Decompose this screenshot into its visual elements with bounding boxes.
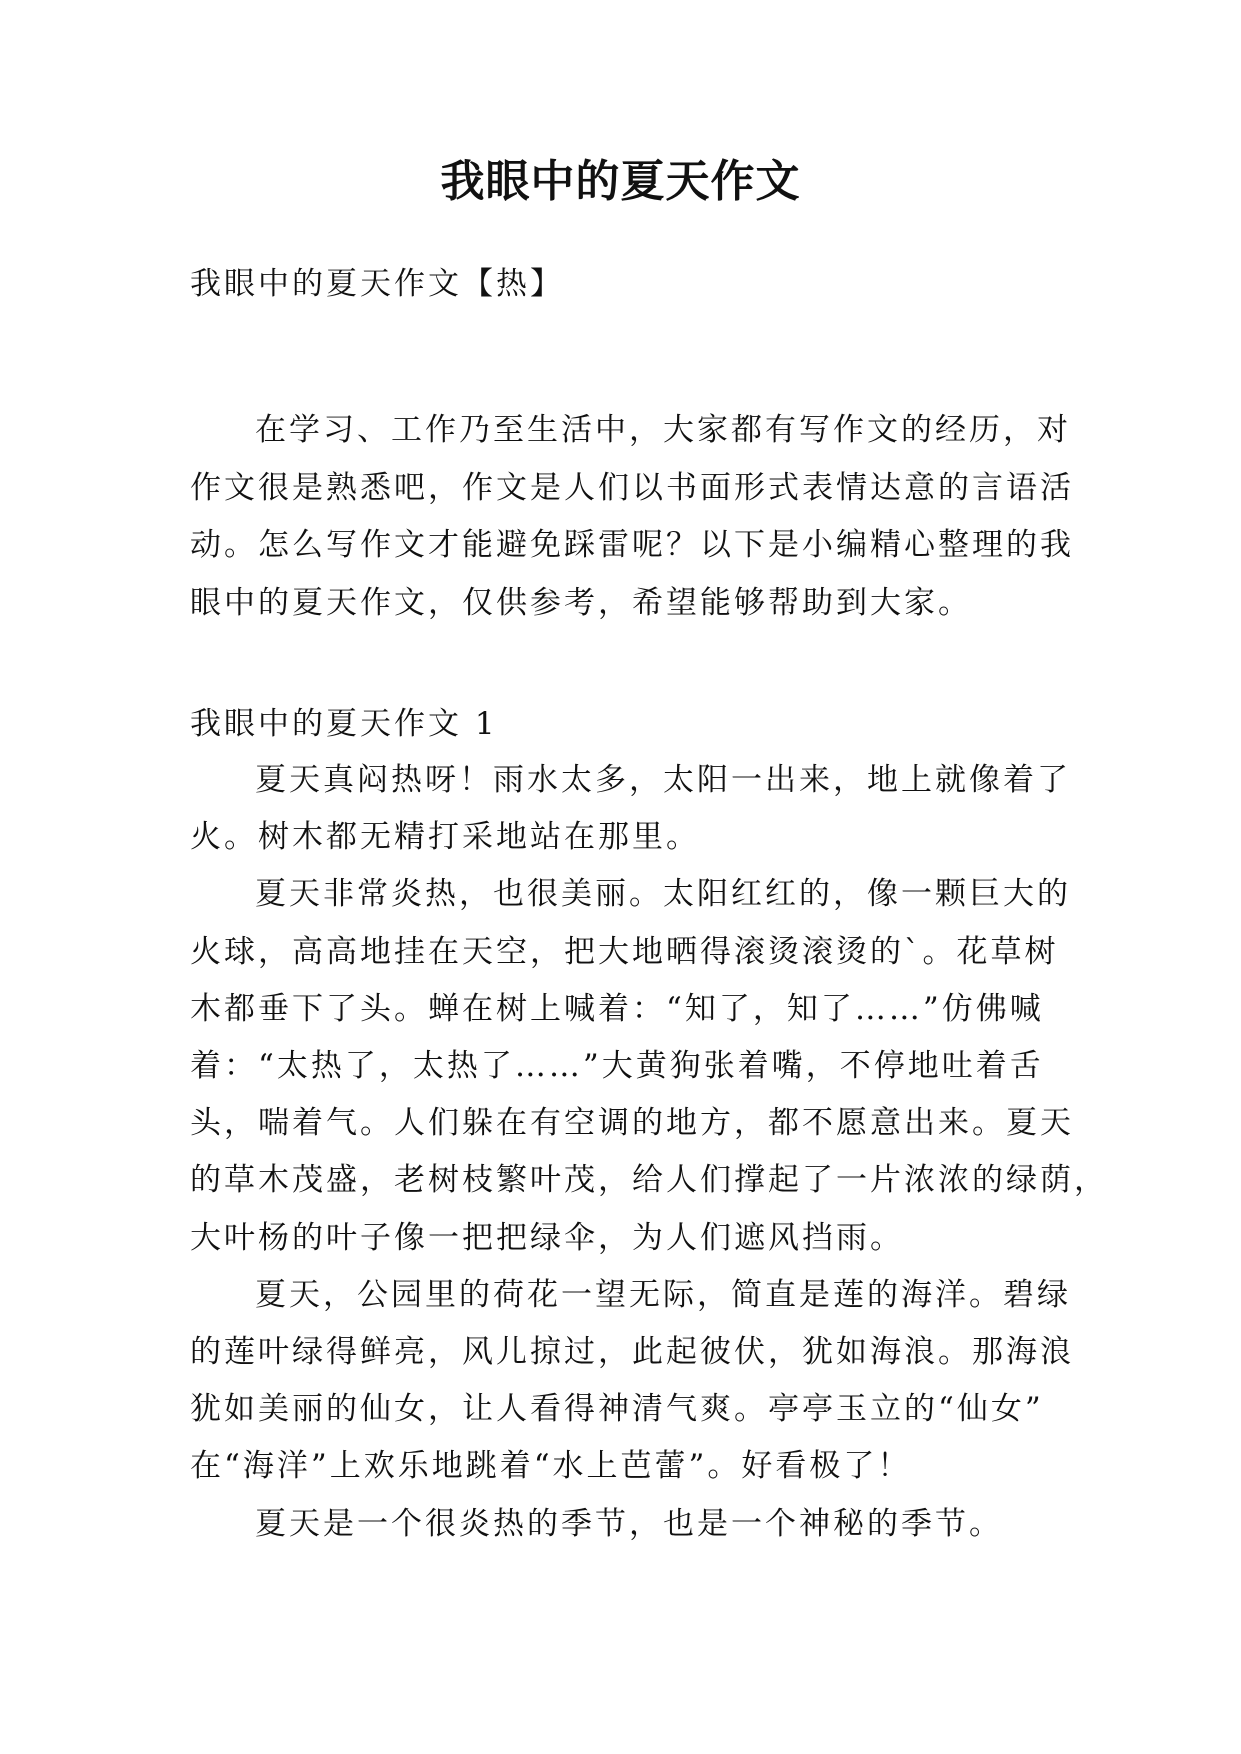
body-line: 的莲叶绿得鲜亮，风儿掠过，此起彼伏，犹如海浪。那海浪 [190, 1334, 1074, 1370]
document-title: 我眼中的夏天作文 [440, 156, 801, 207]
body-line: 犹如美丽的仙女，让人看得神清气爽。亭亭玉立的“仙女” [190, 1391, 1044, 1427]
body-line: 夏天非常炎热，也很美丽。太阳红红的，像一颗巨大的 [255, 876, 1071, 912]
body-line: 着：“太热了，太热了……”大黄狗张着嘴，不停地吐着舌 [190, 1048, 1044, 1084]
body-line: 夏天，公园里的荷花一望无际，简直是莲的海洋。碧绿 [255, 1277, 1071, 1313]
body-line: 火球，高高地挂在天空，把大地晒得滚烫滚烫的`。花草树 [190, 934, 1059, 970]
body-line: 火。树木都无精打采地站在那里。 [190, 819, 700, 855]
body-line: 的草木茂盛，老树枝繁叶茂，给人们撑起了一片浓浓的绿荫， [190, 1162, 1108, 1198]
body-line: 夏天是一个很炎热的季节，也是一个神秘的季节。 [255, 1506, 1003, 1542]
document-subtitle: 我眼中的夏天作文【热】 [190, 266, 564, 302]
intro-line: 眼中的夏天作文，仅供参考，希望能够帮助到大家。 [190, 585, 972, 621]
body-line: 在“海洋”上欢乐地跳着“水上芭蕾”。好看极了！ [190, 1448, 912, 1484]
intro-line: 作文很是熟悉吧，作文是人们以书面形式表情达意的言语活 [190, 470, 1074, 506]
body-line: 头，喘着气。人们躲在有空调的地方，都不愿意出来。夏天 [190, 1105, 1074, 1141]
body-line: 大叶杨的叶子像一把把绿伞，为人们遮风挡雨。 [190, 1220, 904, 1256]
intro-line: 在学习、工作乃至生活中，大家都有写作文的经历，对 [255, 412, 1071, 448]
body-line: 夏天真闷热呀！雨水太多，太阳一出来，地上就像着了 [255, 762, 1071, 798]
body-line: 木都垂下了头。蝉在树上喊着：“知了，知了……”仿佛喊 [190, 991, 1044, 1027]
section-heading: 我眼中的夏天作文 1 [190, 706, 498, 742]
intro-line: 动。怎么写作文才能避免踩雷呢？以下是小编精心整理的我 [190, 527, 1074, 563]
